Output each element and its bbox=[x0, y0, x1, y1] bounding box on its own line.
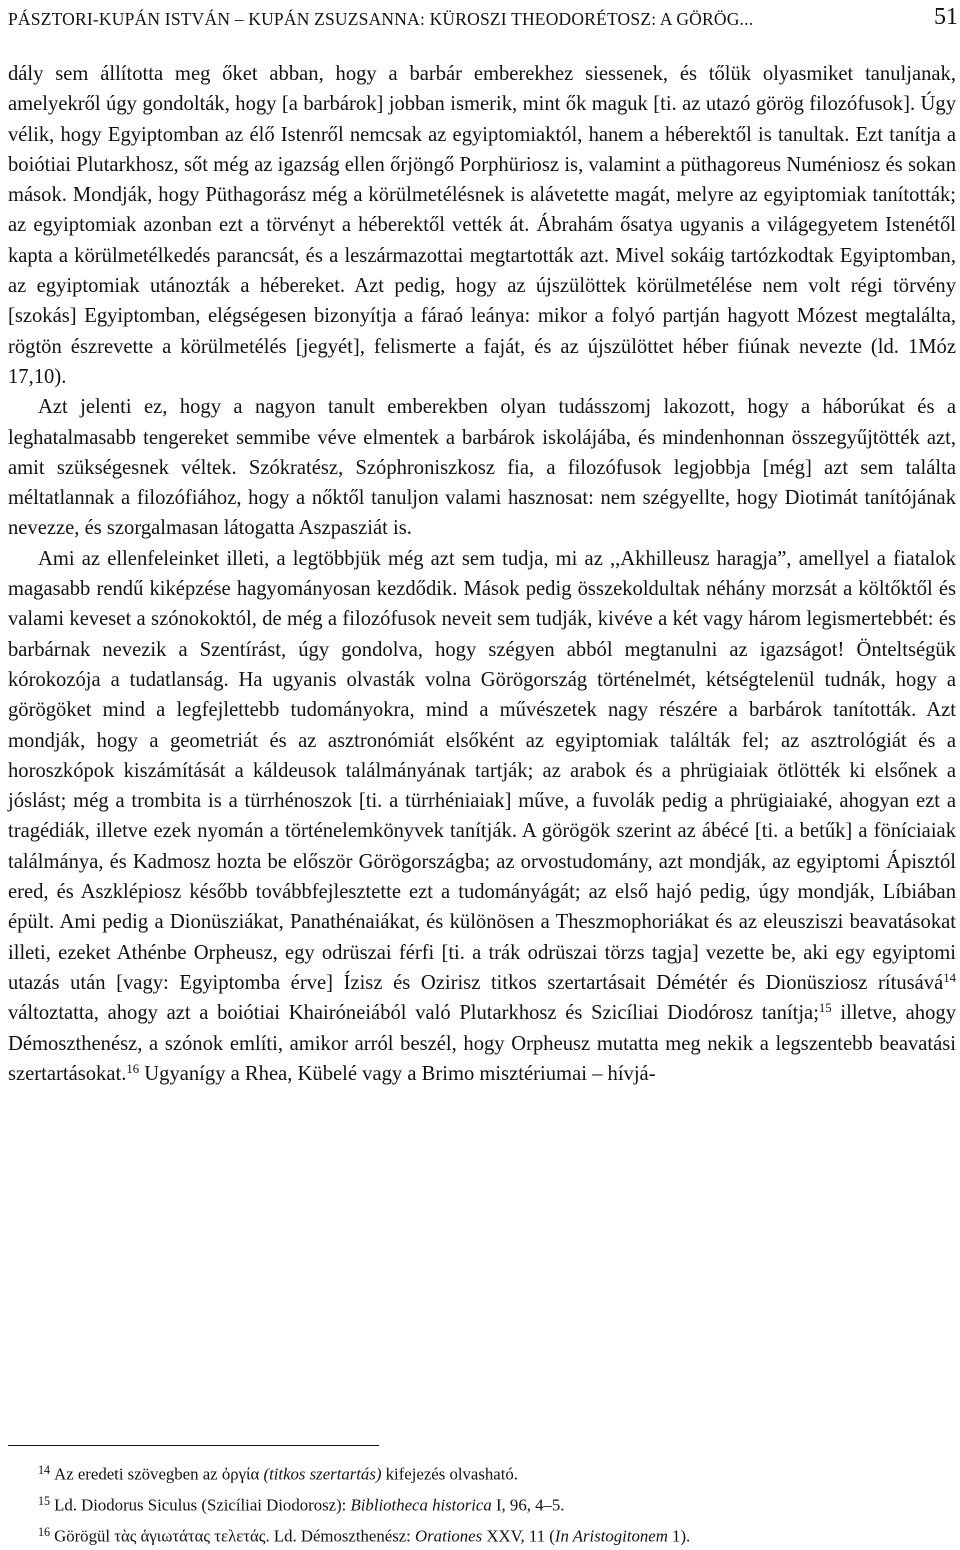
body-text bbox=[8, 59, 956, 1089]
footnotes bbox=[8, 1457, 956, 1550]
paragraph-3 bbox=[8, 544, 956, 1089]
paragraph-2-text: Azt jelenti ez, hogy a nagyon tanult emberekben olyan tudásszomj lakozott, hogy a háborúkat és a leghatalmasabb tengereket semmibe véve elmentek a barbárok iskolájába, és mindenhonnan összegyűjtötték azt, amit szükségesnek véltek. Szókratész, Szóphroniszkosz fia, a filozófusok legjobbja [még] azt sem találta méltatlannak a filozófiához, hogy a nőktől tanuljon valami hasznosat: nem szégyellte, hogy Diotimát tanítójának nevezze, és szorgalmasan látogatta Aszpasziát is. bbox=[8, 396, 956, 540]
paragraph-1 bbox=[8, 59, 956, 392]
footnote-text: XXV, 11 ( bbox=[482, 1526, 555, 1546]
footnote-italic: (titkos szertartás) bbox=[259, 1464, 382, 1484]
footnote-text: Ld. Diodorus Siculus (Szicíliai Diodorosz): bbox=[54, 1495, 351, 1515]
footnote-number: 16 bbox=[38, 1525, 51, 1540]
paragraph-3-text-c: illetve, ahogy Démoszthenész, a szónok említi, amikor arról beszél, hogy Orpheusz mutatta meg nekik a legszentebb beavatási szertartásokat. bbox=[8, 1002, 956, 1085]
footnote-italic: Bibliotheca historica bbox=[350, 1495, 492, 1515]
footnote-greek: τὰς ἁγιωτάτας τελετάς bbox=[114, 1526, 266, 1546]
footnote-15 bbox=[8, 1488, 956, 1519]
page-number: 51 bbox=[934, 4, 958, 30]
footnote-italic: Orationes bbox=[415, 1526, 483, 1546]
footnote-text: Az eredeti szövegben az bbox=[54, 1464, 222, 1484]
paragraph-3-text-d: Ugyanígy a Rhea, Kübelé vagy a Brimo misztériumai – hívjá- bbox=[144, 1062, 656, 1085]
footnote-ref-14[interactable]: 14 bbox=[943, 970, 956, 985]
footnote-number: 14 bbox=[38, 1463, 51, 1477]
footnote-text: 1). bbox=[667, 1526, 691, 1546]
footnote-14 bbox=[8, 1457, 956, 1488]
footnote-16 bbox=[8, 1519, 956, 1550]
paragraph-3-text-a: Ami az ellenfeleinket illeti, a legtöbbjük még azt sem tudja, mi az ,,Akhilleusz haragja”, amellyel a fiatalok magasabb rendű kiképzése hagyományosan kezdődik. Mások pedig összekoldultak néhány morzsát a költőktől és valami keveset a szónokoktól, de még a filozófusok neveit sem tudják, kivéve a két vagy három legismertebbét: és barbárnak nevezik a Szentírást, úgy gondolva, hogy szégyen abból megtanulni az igazságot! Önteltségük kórokozója a tudatlanság. Ha ugyanis olvasták volna Görögország történelmét, kétségtelenül tudnák, hogy a görögöket mind a legfejlettebb tudományokra, mind a művészetek nagy részére a barbárok tanították. Azt mondják, hogy a geometriát és az asztronómiát elsőként az egyiptomiak találták fel; az asztrológiát és a horoszkópok kiszámítását a káldeusok találmányának tartják; az arabok és a phrügiaiak ötlötték ki elsőnek a jóslást; még a trombita is a türrhénoszok [ti. a türrhéniaiak] műve, a fuvolák pedig a phrügiaiaké, ahogyan ezt a tragédiák, illetve ezek nyomán a történelemkönyvek tanítják. A görögök szerint az ábécé [ti. a betűk] a föníciaiak találmánya, és Kadmosz hozta be először Görögországba; az orvostudomány, azt mondják, az egyiptomi Ápisztól ered, és Aszklépiosz később továbbfejlesztette ezt a tudományágát; az első hajó pedig, úgy mondják, Líbiában épült. Ami pedig a Dionüsziákat, Panathénaiákat, és különösen a Theszmophoriákat és az eleusziszi beavatásokat illeti, ezeket Athénbe Orpheusz, egy odrüszai férfi [ti. a trák odrüszai törzs tagja] vezette be, aki egy egyiptomi utazás után [vagy: Egyiptomba érve] Ízisz és Ozirisz titkos szertartásait Démétér és Dionüsziosz rítusává bbox=[8, 547, 956, 994]
footnote-text: I, 96, 4–5. bbox=[491, 1495, 565, 1515]
running-header bbox=[8, 6, 958, 32]
header-title: PÁSZTORI-KUPÁN ISTVÁN – KUPÁN ZSUZSANNA: KÜROSZI THEODORÉTOSZ: A GÖRÖG... bbox=[8, 9, 754, 29]
paragraph-2 bbox=[8, 392, 956, 543]
footnote-ref-16[interactable]: 16 bbox=[126, 1061, 140, 1076]
footnote-divider bbox=[8, 1445, 379, 1446]
footnote-number: 15 bbox=[38, 1494, 51, 1509]
footnote-text: kifejezés olvasható. bbox=[381, 1464, 518, 1484]
footnote-italic: In Aristogitonem bbox=[554, 1526, 668, 1546]
footnote-greek: ὀργία bbox=[221, 1464, 260, 1484]
footnote-text: . Ld. Démoszthenész: bbox=[265, 1526, 416, 1546]
footnote-text: Görögül bbox=[54, 1526, 115, 1546]
paragraph-1-text: dály sem állította meg őket abban, hogy a barbár emberekhez siessenek, és tőlük olyasmiket tanuljanak, amelyekről úgy gondolták, hogy [a barbárok] jobban ismerik, mint ők maguk [ti. az utazó görög filozófusok]. Úgy vélik, hogy Egyiptomban az élő Istenről nemcsak az egyiptomiaktól, hanem a héberektől is tanultak. Ezt tanítja a boiótiai Plutarkhosz, sőt még az igazság ellen őrjöngő Porphüriosz is, valamint a püthagoreus Numéniosz és sokan mások. Mondják, hogy Püthagorász még a körülmetélésnek is alávetette magát, melyre az egyiptomiak tanították; az egyiptomiak azonban ezt a törvényt a héberektől vették át. Ábrahám ősatya ugyanis a világegyetem Istenétől kapta a körülmetélkedés parancsát, és a leszármazottai megtartották azt. Mivel sokáig tartózkodtak Egyiptomban, az egyiptomiak utánozták a hébereket. Azt pedig, hogy az újszülöttek körülmetélése nem volt régi törvény [szokás] Egyiptomban, elégségesen bizonyítja a fáraó leánya: mikor a folyó partján hagyott Mózest megtalálta, rögtön észrevette a körülmetélés [jegyét], felismerte a faját, és az újszülöttet héber fiúnak nevezte (ld. 1Móz 17,10). bbox=[8, 63, 956, 388]
footnote-ref-15[interactable]: 15 bbox=[818, 1001, 832, 1016]
paragraph-3-text-b: változtatta, ahogy azt a boiótiai Khairóneiából való Plutarkhosz és Szicíliai Diodórosz tanítja; bbox=[8, 1002, 819, 1025]
